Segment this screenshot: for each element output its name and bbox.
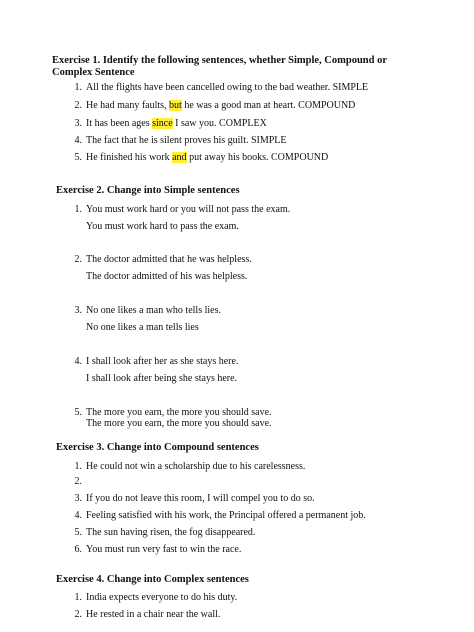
ex3-item-1-number: 1.: [74, 461, 82, 472]
ex1-item-4-text: The fact that he is silent proves his guilt. SIMPLE: [86, 135, 287, 146]
ex3-item-1-text: He could not win a scholarship due to his carelessness.: [86, 461, 306, 472]
ex2-item-4-number: 4.: [74, 356, 82, 367]
ex2-item-2-number: 2.: [74, 254, 82, 265]
ex2-item-4-answer: I shall look after being she stays here.: [86, 373, 238, 384]
ex3-item-5-text: The sun having risen, the fog disappeared.: [86, 527, 256, 538]
ex4-item-1-number: 1.: [74, 592, 82, 603]
exercise-4-heading: Exercise 4. Change into Complex sentences: [56, 574, 249, 585]
ex1-item-1-number: 1.: [74, 82, 82, 93]
highlighted-word: since: [152, 118, 173, 129]
ex1-item-3-text: [86, 118, 267, 130]
ex3-item-4-text: Feeling satisfied with his work, the Principal offered a permanent job.: [86, 510, 366, 521]
ex2-item-3-answer: No one likes a man tells lies: [86, 322, 199, 333]
ex2-item-2-text: The doctor admitted that he was helpless.: [86, 254, 252, 265]
ex3-item-3-number: 3.: [74, 493, 82, 504]
exercise-1-heading: Exercise 1. Identify the following sentences, whether Simple, Compound or: [52, 55, 388, 66]
ex1-item-3-number: 3.: [74, 118, 82, 129]
ex1-item-5-text: [86, 152, 328, 164]
ex2-item-2-answer: The doctor admitted of his was helpless.: [86, 271, 248, 282]
exercise-2-heading: Exercise 2. Change into Simple sentences: [56, 185, 240, 196]
ex3-item-6-number: 6.: [74, 544, 82, 555]
exercise-1-heading-cont: Complex Sentence: [52, 67, 135, 78]
ex2-item-1-text: You must work hard or you will not pass the exam.: [86, 204, 291, 215]
ex2-item-3-number: 3.: [74, 305, 82, 316]
ex4-item-1-text: India expects everyone to do his duty.: [86, 592, 238, 603]
ex1-item-5-number: 5.: [74, 152, 82, 163]
ex1-item-3-text-pre: It has been ages: [86, 118, 153, 129]
ex4-item-2-text: He rested in a chair near the wall.: [86, 609, 221, 620]
ex3-item-6-text: You must run very fast to win the race.: [86, 544, 242, 555]
ex2-item-4-text: I shall look after her as she stays here.: [86, 356, 239, 367]
ex1-item-5-text-post: put away his books. COMPOUND: [186, 152, 329, 163]
ex1-item-2-text-pre: He had many faults,: [86, 100, 170, 111]
ex1-item-2-text-post: he was a good man at heart. COMPOUND: [181, 100, 356, 111]
ex3-item-2-number: 2.: [74, 476, 82, 487]
ex2-item-5-answer: The more you earn, the more you should save.: [86, 418, 272, 429]
ex2-item-5-number: 5.: [74, 407, 82, 418]
ex4-item-2-number: 2.: [74, 609, 82, 620]
ex1-item-5-text-pre: He finished his work: [86, 152, 173, 163]
highlighted-word: and: [172, 152, 187, 163]
exercise-3-heading: Exercise 3. Change into Compound sentences: [56, 442, 259, 453]
ex1-item-2-number: 2.: [74, 100, 82, 111]
ex2-item-3-text: No one likes a man who tells lies.: [86, 305, 221, 316]
ex1-item-4-number: 4.: [74, 135, 82, 146]
ex1-item-3-text-post: I saw you. COMPLEX: [172, 118, 267, 129]
ex1-item-1-text: All the flights have been cancelled owing to the bad weather. SIMPLE: [86, 82, 369, 93]
ex2-item-5-text: The more you earn, the more you should save.: [86, 407, 272, 418]
ex2-item-1-number: 1.: [74, 204, 82, 215]
ex3-item-3-text: If you do not leave this room, I will compel you to do so.: [86, 493, 315, 504]
ex3-item-5-number: 5.: [74, 527, 82, 538]
ex3-item-4-number: 4.: [74, 510, 82, 521]
ex1-item-2-text: [86, 100, 355, 112]
highlighted-word: but: [169, 100, 182, 111]
ex2-item-1-answer: You must work hard to pass the exam.: [86, 221, 239, 232]
